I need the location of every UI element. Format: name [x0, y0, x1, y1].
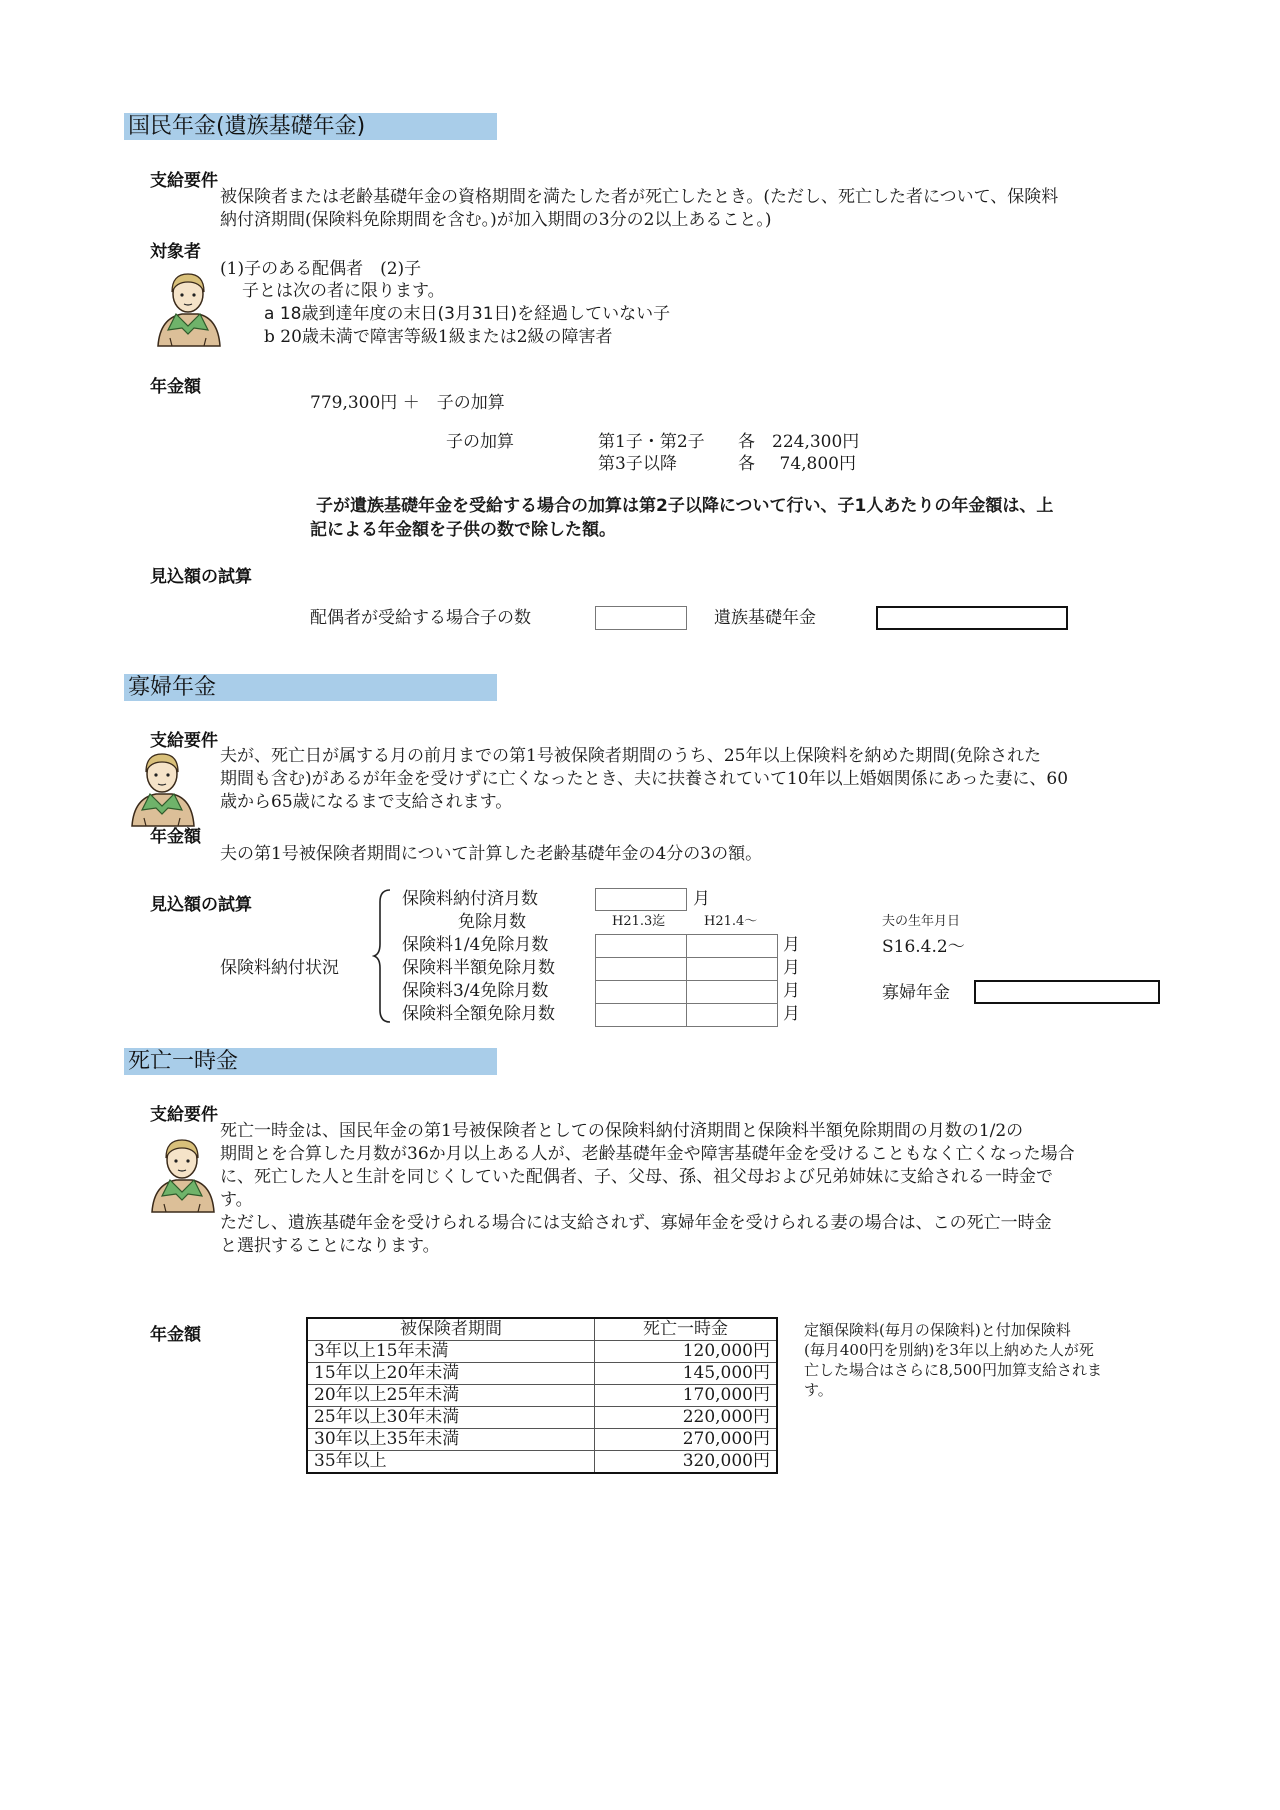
amount-cell: 120,000円 — [594, 1341, 777, 1363]
requirement-label: 支給要件 — [150, 731, 218, 751]
widow-pension-label: 寡婦年金 — [882, 983, 950, 1003]
requirement-line: 死亡一時金は、国民年金の第1号被保険者としての保険料納付済期間と保険料半額免除期間の月数の1/2の — [220, 1121, 1024, 1141]
exempt-before-input[interactable] — [595, 1003, 687, 1027]
month-unit: 月 — [693, 889, 710, 909]
table-row — [307, 1451, 777, 1474]
addition-each: 各 — [738, 454, 755, 474]
requirement-label: 支給要件 — [150, 171, 218, 191]
amount-cell: 145,000円 — [594, 1363, 777, 1385]
amount-cell: 170,000円 — [594, 1385, 777, 1407]
section-header-survivor-basic-pension — [124, 113, 497, 140]
survivor-pension-label: 遺族基礎年金 — [714, 608, 816, 628]
requirement-line: 歳から65歳になるまで支給されます。 — [220, 792, 513, 812]
addition-who: 第3子以降 — [598, 454, 677, 474]
addition-who: 第1子・第2子 — [598, 432, 705, 452]
requirement-line: ただし、遺族基礎年金を受けられる場合には支給されず、寡婦年金を受けられる妻の場合は、この死亡一時金 — [220, 1213, 1052, 1233]
exempt-row-label: 保険料3/4免除月数 — [402, 981, 549, 1001]
amount-label: 年金額 — [150, 827, 201, 847]
month-unit: 月 — [783, 935, 800, 955]
exempt-after-input[interactable] — [686, 1003, 778, 1027]
amount-label: 年金額 — [150, 1325, 201, 1345]
month-unit: 月 — [783, 958, 800, 978]
addition-each: 各 — [738, 432, 755, 452]
requirement-text — [220, 1120, 1075, 1258]
exempt-row-label: 保険料半額免除月数 — [402, 958, 555, 978]
table-row — [307, 1341, 777, 1363]
person-illustration — [144, 1134, 222, 1216]
requirement-line: 期間とを合算した月数が36か月以上ある人が、老齢基礎年金や障害基礎年金を受けることもなく亡くなった場合 — [220, 1144, 1075, 1164]
exempt-after-input[interactable] — [686, 934, 778, 958]
target-line: a 18歳到達年度の末日(3月31日)を経過していない子 — [264, 304, 671, 324]
exempt-row-label: 保険料1/4免除月数 — [402, 935, 549, 955]
section-header-death-lump-sum — [124, 1048, 497, 1075]
husband-birth-label: 夫の生年月日 — [882, 914, 961, 929]
target-line: (1)子のある配偶者 (2)子 — [220, 259, 422, 279]
child-addition-note — [310, 494, 1053, 542]
period-cell: 35年以上 — [307, 1451, 594, 1474]
note-line: 記による年金額を子供の数で除した額。 — [310, 520, 616, 540]
period-cell: 3年以上15年未満 — [307, 1341, 594, 1363]
requirement-line: と選択することになります。 — [220, 1236, 440, 1256]
requirement-line: 納付済期間(保険料免除期間を含む。)が加入期間の3分の2以上あること。) — [220, 210, 772, 230]
children-count-label: 配偶者が受給する場合子の数 — [310, 608, 531, 628]
addition-amount: 74,800円 — [779, 454, 856, 474]
table-header-row — [307, 1318, 777, 1341]
requirement-label: 支給要件 — [150, 1105, 218, 1125]
exempt-before-input[interactable] — [595, 957, 687, 981]
person-illustration — [150, 268, 228, 350]
requirement-line: 期間も含む)があるが年金を受けずに亡くなったとき、夫に扶養されていて10年以上婚姻関係にあった妻に、60 — [220, 769, 1069, 789]
exempt-after-input[interactable] — [686, 980, 778, 1004]
exempt-after-input[interactable] — [686, 957, 778, 981]
exempt-row-label: 保険料全額免除月数 — [402, 1004, 555, 1024]
period-cell: 30年以上35年未満 — [307, 1429, 594, 1451]
amount-formula: 779,300円 ＋ 子の加算 — [310, 393, 505, 413]
estimate-label: 見込額の試算 — [150, 567, 252, 587]
target-line: b 20歳未満で障害等級1級または2級の障害者 — [264, 327, 613, 347]
note-line: 子が遺族基礎年金を受給する場合の加算は第2子以降について行い、子1人あたりの年金額は、上 — [316, 496, 1054, 516]
death-lump-sum-table — [306, 1317, 778, 1474]
paid-months-label: 保険料納付済月数 — [402, 889, 538, 909]
column-header-before: H21.3迄 — [612, 914, 666, 929]
column-header-period: 被保険者期間 — [307, 1318, 594, 1341]
column-header-after: H21.4〜 — [704, 914, 758, 929]
payment-status-label: 保険料納付状況 — [220, 958, 339, 978]
requirement-line: 被保険者または老齢基礎年金の資格期間を満たした者が死亡したとき。(ただし、死亡した者について、保険料 — [220, 187, 1059, 207]
estimate-label: 見込額の試算 — [150, 895, 252, 915]
target-line: 子とは次の者に限ります。 — [242, 281, 445, 301]
month-unit: 月 — [783, 981, 800, 1001]
period-cell: 15年以上20年未満 — [307, 1363, 594, 1385]
table-row — [307, 1407, 777, 1429]
amount-label: 年金額 — [150, 377, 201, 397]
exempt-before-input[interactable] — [595, 980, 687, 1004]
requirement-line: 夫が、死亡日が属する月の前月までの第1号被保険者期間のうち、25年以上保険料を納めた期間(免除された — [220, 746, 1042, 766]
period-cell: 25年以上30年未満 — [307, 1407, 594, 1429]
addition-amount: 224,300円 — [772, 432, 860, 452]
month-unit: 月 — [783, 1004, 800, 1024]
child-addition-label: 子の加算 — [446, 432, 514, 452]
widow-pension-result[interactable] — [974, 980, 1160, 1004]
amount-cell: 270,000円 — [594, 1429, 777, 1451]
requirement-text — [220, 745, 1068, 814]
section-header-widow-pension — [124, 674, 497, 701]
note-line: す。 — [804, 1381, 833, 1399]
brace-icon — [372, 888, 394, 1024]
exempt-before-input[interactable] — [595, 934, 687, 958]
target-label: 対象者 — [150, 242, 201, 262]
person-illustration — [124, 748, 202, 830]
amount-cell: 320,000円 — [594, 1451, 777, 1474]
paid-months-input[interactable] — [595, 888, 687, 911]
note-line: 定額保険料(毎月の保険料)と付加保険料 — [804, 1321, 1071, 1339]
requirement-line: す。 — [220, 1190, 253, 1210]
table-row — [307, 1363, 777, 1385]
requirement-line: に、死亡した人と生計を同じくしていた配偶者、子、父母、孫、祖父母および兄弟姉妹に支給される一時金で — [220, 1167, 1053, 1187]
exempt-months-label: 免除月数 — [458, 912, 526, 932]
requirement-text — [220, 186, 1058, 232]
table-row — [307, 1429, 777, 1451]
husband-birth-value: S16.4.2〜 — [882, 937, 965, 957]
amount-text: 夫の第1号被保険者期間について計算した老齢基礎年金の4分の3の額。 — [220, 844, 763, 864]
additional-payment-note — [804, 1320, 1102, 1400]
note-line: 亡した場合はさらに8,500円加算支給されま — [804, 1361, 1102, 1379]
section-title: 国民年金(遺族基礎年金) — [128, 114, 366, 139]
section-title: 死亡一時金 — [128, 1049, 239, 1074]
column-header-amount: 死亡一時金 — [594, 1318, 777, 1341]
period-cell: 20年以上25年未満 — [307, 1385, 594, 1407]
section-title: 寡婦年金 — [128, 675, 217, 700]
amount-cell: 220,000円 — [594, 1407, 777, 1429]
note-line: (毎月400円を別納)を3年以上納めた人が死 — [804, 1341, 1094, 1359]
survivor-pension-result[interactable] — [876, 606, 1068, 630]
children-count-input[interactable] — [595, 606, 687, 630]
table-row — [307, 1385, 777, 1407]
